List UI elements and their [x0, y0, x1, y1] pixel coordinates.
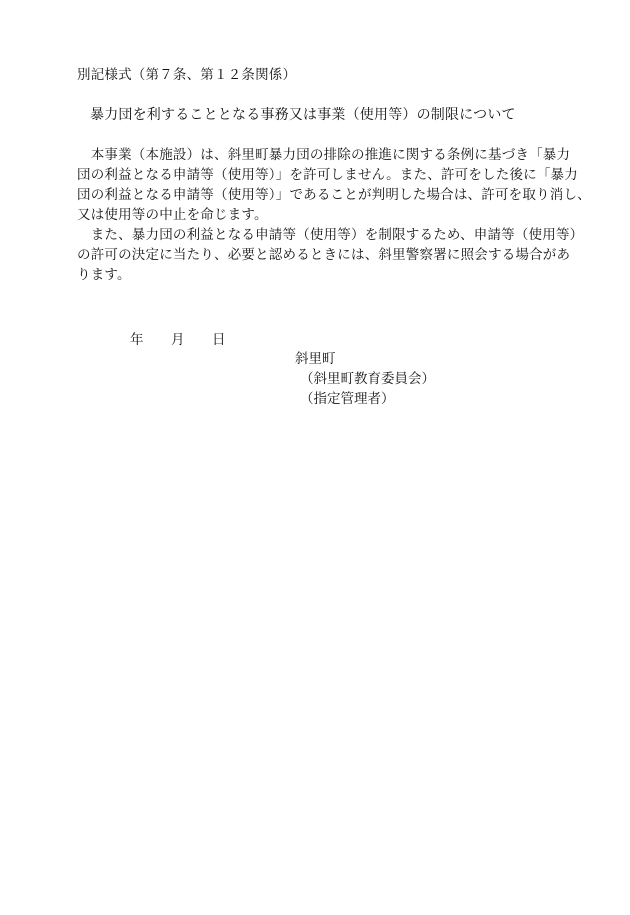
- date-day: 日: [212, 332, 226, 348]
- issuer-name: 斜里町: [295, 351, 336, 367]
- date-year: 年: [130, 332, 144, 348]
- paragraph-2-line-2: の許可の決定に当たり、必要と認めるときには、斜里警察署に照会する場合があ: [77, 247, 571, 263]
- paragraph-1-line-1: 本事業（本施設）は、斜里町暴力団の排除の推進に関する条例に基づき「暴力: [77, 147, 571, 163]
- paragraph-2-line-3: ります。: [77, 267, 131, 283]
- paragraph-1-line-4: 又は使用等の中止を命じます。: [77, 207, 268, 223]
- issuer-manager: （指定管理者）: [300, 391, 395, 407]
- paragraph-1-line-2: 団の利益となる申請等（使用等）」を許可しません。また、許可をした後に「暴力: [77, 167, 578, 183]
- paragraph-1-line-3: 団の利益となる申請等（使用等）」であることが判明した場合は、許可を取り消し、: [77, 187, 591, 203]
- form-label: 別記様式（第７条、第１２条関係）: [77, 67, 297, 83]
- document-title: 暴力団を利することとなる事務又は事業（使用等）の制限について: [90, 107, 516, 123]
- paragraph-2-line-1: また、暴力団の利益となる申請等（使用等）を制限するため、申請等（使用等）: [77, 227, 584, 243]
- issuer-board: （斜里町教育委員会）: [300, 371, 435, 387]
- date-month: 月: [171, 332, 185, 348]
